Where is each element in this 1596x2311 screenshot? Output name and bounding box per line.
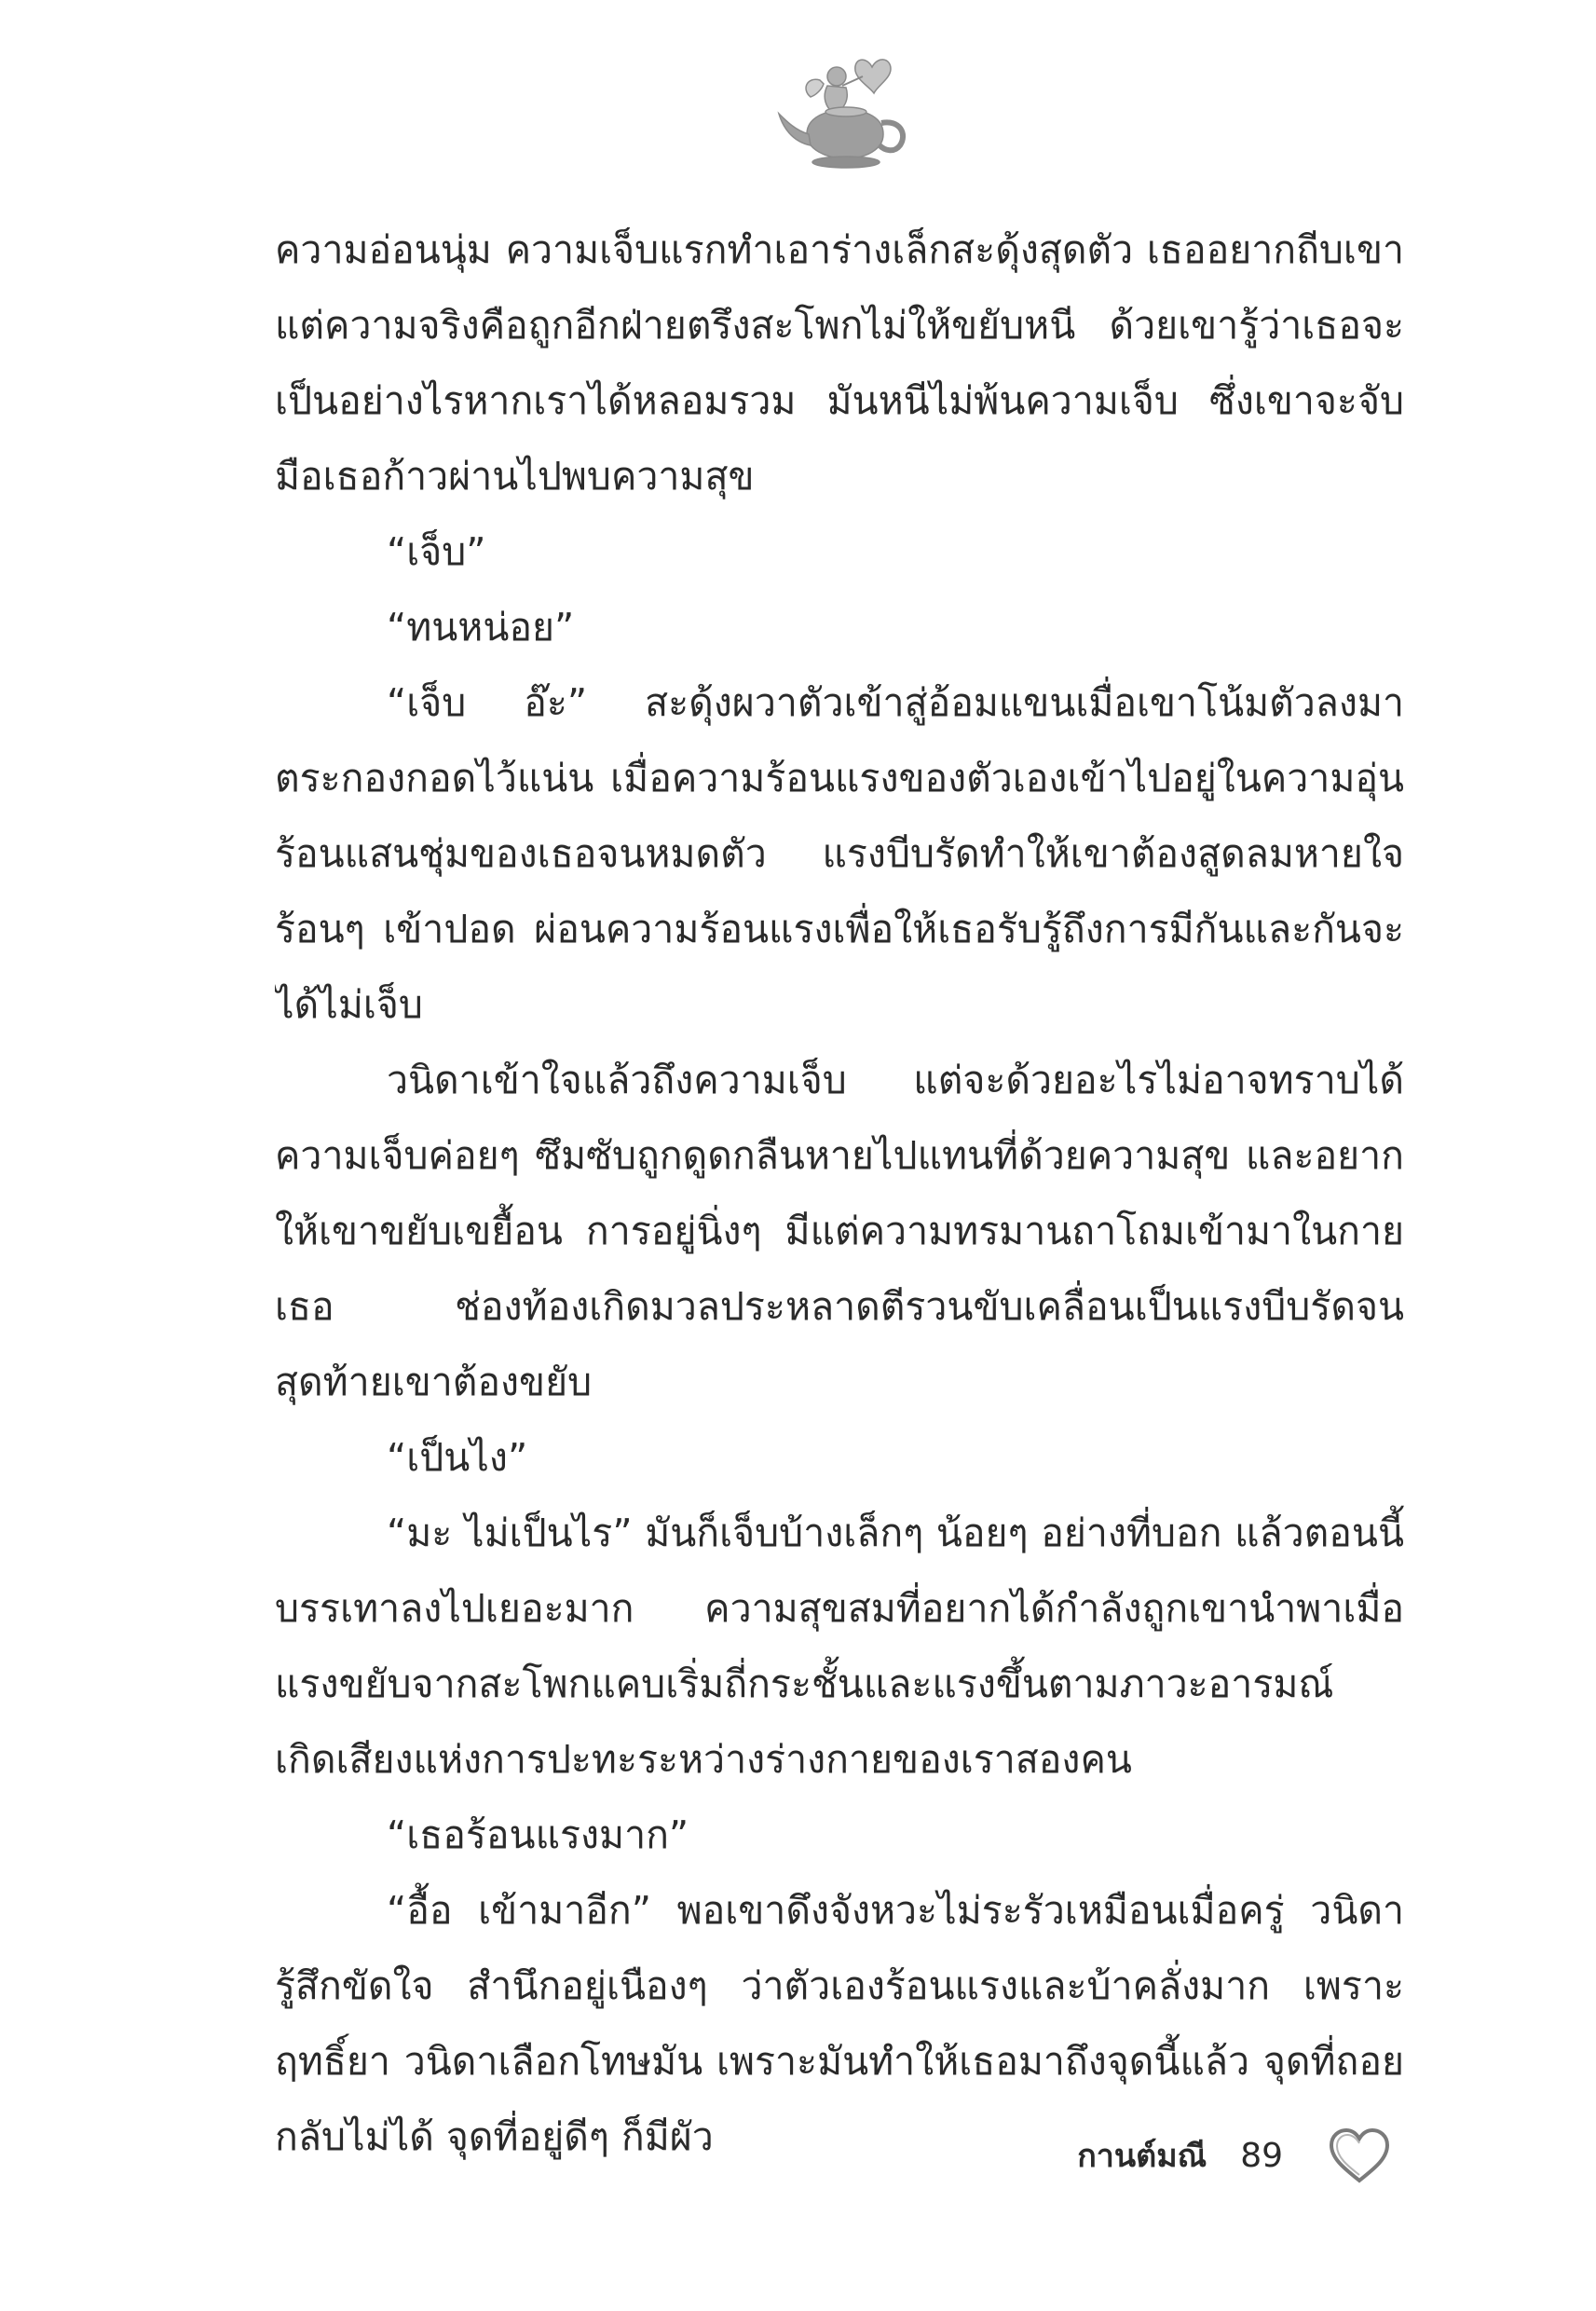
paragraph-1: ความอ่อนนุ่ม ความเจ็บแรกทำเอาร่างเล็กสะดุ้งสุดตัว เธออยากถีบเขา แต่ความจริงคือถูกอีกฝ่ายตรึงสะโพกไม่ให้ขยับหนี ด้วยเขารู้ว่าเธอจะเป็นอย่างไรหากเราได้หลอมรวม มันหนีไม่พ้นความเจ็บ ซึ่งเขาจะจับมือเธอก้าวผ่านไปพบความสุข xyxy=(275,227,1404,499)
paragraph-7: “มะ ไม่เป็นไร” มันก็เจ็บบ้างเล็กๆ น้อยๆ อย่างที่บอก แล้วตอนนี้บรรเทาลงไปเยอะมาก ความสุขสมที่อยากได้กำลังถูกเขานำพาเมื่อแรงขยับจากสะโพกแคบเริ่มถี่กระชั้นและแรงขึ้นตามภาวะอารมณ์ เกิดเสียงแห่งการปะทะระหว่างร่างกายของเราสองคน xyxy=(275,1511,1404,1782)
paragraph-5: วนิดาเข้าใจแล้วถึงความเจ็บ แต่จะด้วยอะไรไม่อาจทราบได้ ความเจ็บค่อยๆ ซึมซับถูกดูดกลืนหายไปแทนที่ด้วยความสุข และอยากให้เขาขยับเขยื้อน การอยู่นิ่งๆ มีแต่ความทรมานถาโถมเข้ามาในกายเธอ ช่องท้องเกิดมวลประหลาดตีรวนขับเคลื่อนเป็นแรงบีบรัดจนสุดท้ายเขาต้องขยับ xyxy=(275,1058,1404,1404)
paragraph-9: “อื้อ เข้ามาอีก” พอเขาดึงจังหวะไม่ระรัวเหมือนเมื่อครู่ วนิดารู้สึกขัดใจ สำนึกอยู่เนืองๆ ว่าตัวเองร้อนแรงและบ้าคลั่งมาก เพราะฤทธิ์ยา วนิดาเลือกโทษมัน เพราะมันทำให้เธอมาถึงจุดนี้แล้ว จุดที่ถอยกลับไม่ได้ จุดที่อยู่ดีๆ ก็มีผัว xyxy=(275,1888,1404,2159)
teapot-cupid-ornament-icon xyxy=(770,48,919,179)
paragraph-2: “เจ็บ” xyxy=(387,529,486,574)
page-number: 89 xyxy=(1240,2136,1283,2175)
paragraph-3: “ทนหน่อย” xyxy=(387,605,575,650)
body-text xyxy=(275,212,1404,2169)
heart-outline-icon xyxy=(1328,2126,1391,2184)
paragraph-4: “เจ็บ อ๊ะ” สะดุ้งผวาตัวเข้าสู่อ้อมแขนเมื่อเขาโน้มตัวลงมาตระกองกอดไว้แน่น เมื่อความร้อนแรงของตัวเองเข้าไปอยู่ในความอุ่นร้อนแสนชุ่มของเธอจนหมดตัว แรงบีบรัดทำให้เขาต้องสูดลมหายใจร้อนๆ เข้าปอด ผ่อนความร้อนแรงเพื่อให้เธอรับรู้ถึงการมีกันและกันจะได้ไม่เจ็บ xyxy=(275,680,1404,1027)
page-footer xyxy=(1077,2123,1391,2188)
paragraph-6: “เป็นไง” xyxy=(387,1435,528,1480)
book-title: กานต์มณี xyxy=(1077,2138,1207,2175)
paragraph-8: “เธอร้อนแรงมาก” xyxy=(387,1812,689,1857)
